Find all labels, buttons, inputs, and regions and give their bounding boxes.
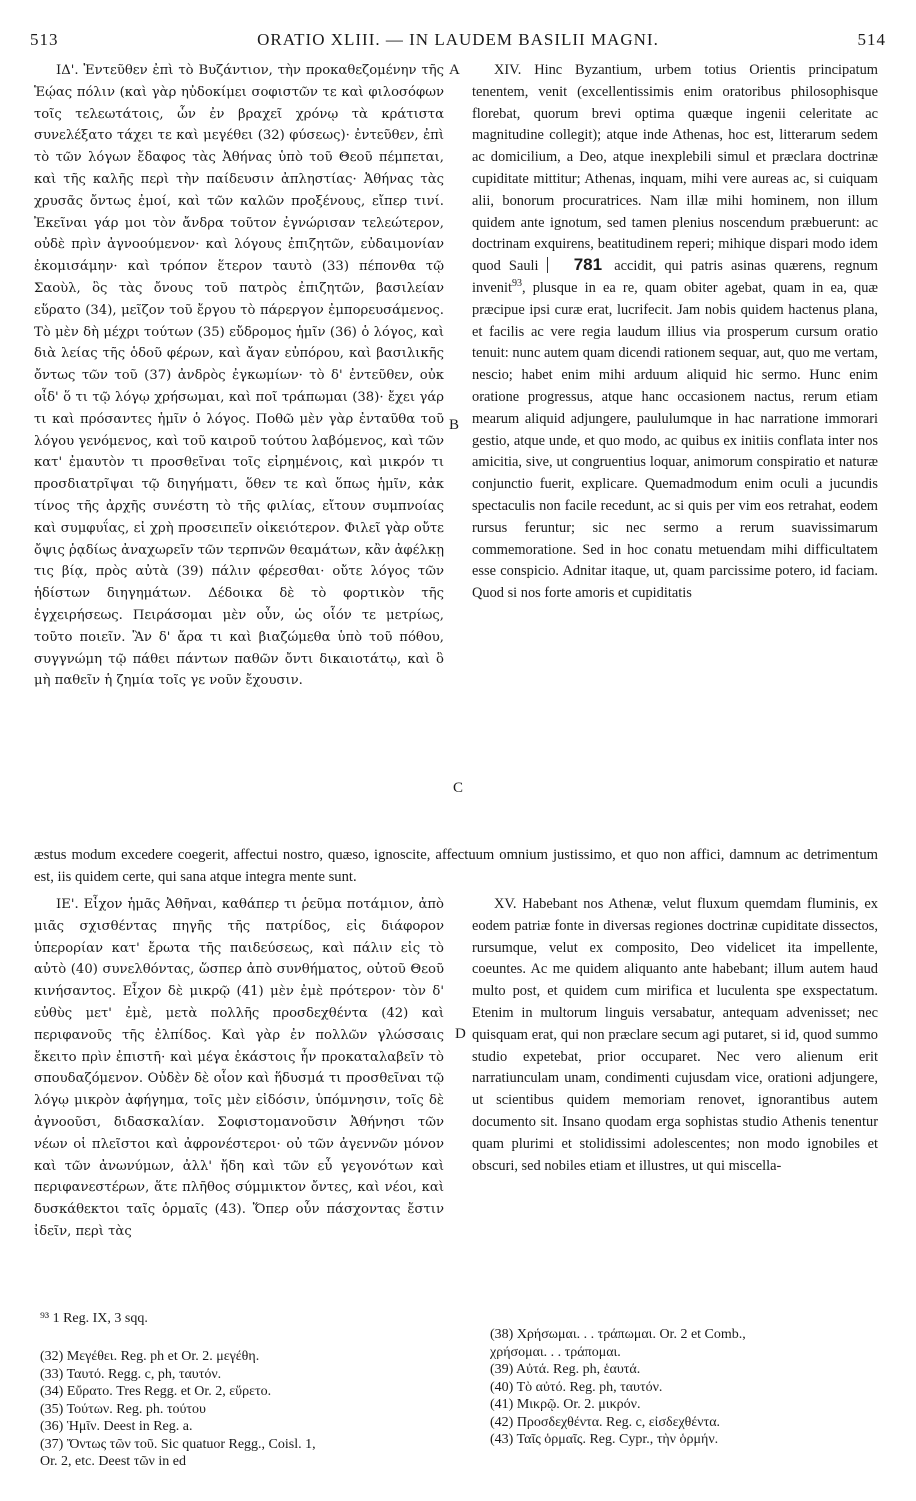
latin-text-before: XIV. Hinc Byzantium, urbem totius Orientis principatum tenentem, venit (excellentissimis enim oratoribus philosophisque florebat, quorum brevi optima quæque ingenii celeritate ac magnitudine collegit); atque inde Athenas, hoc est, litterarum sedem ac domicilium, a Deo, atque inexplebili simul et præclara doctrinæ cupiditate mittitur; Athenas, inquam, mihi vere aureas ac, si cuiquam alii, bonorum procuratrices. Nam illæ mihi hominem, non illum quidem ante ignotum, sed tamen plenius noscendum præbuerunt: ac doctrinam exquirens, beatitudinem reperi; mihique dispari modo idem quod Sauli: [472, 62, 878, 275]
latin-column-section-15: [472, 894, 878, 1177]
footnotes-right: [490, 1326, 890, 1449]
latin-continuation-text: æstus modum excedere coegerit, affectui nostro, quæso, ignoscite, affectuum omnium justissimo, et quo non affici, damnum ac detrimentum est, iis quidem certe, qui sana atque integra mente sunt.: [34, 847, 878, 885]
footnote-text: ⁹³ 1 Reg. IX, 3 sqq.: [40, 1311, 148, 1326]
greek-paragraph: ΙΕ'. Εἶχον ἡμᾶς Ἀθῆναι, καθάπερ τι ῥεῦμα ποτάμιον, ἀπὸ μιᾶς σχισθέντας πηγῆς τῆς πατρίδος, εἰς διάφορον ὑπερορίαν κατ' ἔρωτα τῆς παιδεύσεως, καὶ πάλιν εἰς τὸ αὐτὸ (40) συνελθόντας, ὥσπερ ἀπὸ συνθήματος, οὐτοῦ Θεοῦ κινήσαντος. Εἶχον δὲ μικρῷ (41) μὲν ἐμὲ πρότερον· τὸν δ' εὐθὺς μετ' ἐμὲ, μετὰ πολλῆς προσδεχθέντα (42) καὶ περιφανοῦς τῆς ἐλπίδος. Καὶ γὰρ ἐν πολλῶν γλώσσαις ἔκειτο πρὶν ἐπιστῆ· καὶ μέγα ἑκάστοις ἦν προκαταλαβεῖν τὸ σπουδαζόμενον. Οὐδὲν δὲ οἷον καὶ ἥδυσμά τι προσθεῖναι τῷ λόγῳ μικρὸν ἀφήγημα, τοῖς μὲν εἰδόσιν, ὑπόμνησιν, τοῖς δὲ ἀγνοοῦσι, διδασκαλίαν. Σοφιστομανοῦσιν Ἀθήνησι τῶν νέων οἱ πλεῖστοι καὶ ἀφρονέστεροι· οὐ τῶν ἀγεννῶν μόνον καὶ τῶν ἀνωνύμων, ἀλλ' ἤδη καὶ τῶν εὖ γεγονότων καὶ περιφανεστέρων, ἅτε πλῆθος σύμμικτον ὄντες, καὶ νέοι, καὶ δυσκάθεκτοι ταῖς ὁρμαῖς (43). Ὅπερ οὖν πάσχοντας ἔστιν ἰδεῖν, περὶ τὰς: [34, 897, 444, 1239]
footnotes-left: [40, 1348, 460, 1471]
footnote-line: (36) Ἡμῖν. Deest in Reg. a.: [40, 1419, 193, 1434]
latin-column-section-14: [472, 60, 878, 605]
footnote-line: (35) Τούτων. Reg. ph. τούτου: [40, 1401, 206, 1417]
footnote-line: Or. 2, etc. Deest τῶν in ed: [40, 1454, 186, 1469]
running-header: [30, 30, 886, 56]
footnote-line: (34) Εὔρατο. Tres Regg. et Or. 2, εὕρετο.: [40, 1384, 272, 1399]
footnote-line: (39) Αὐτά. Reg. ph, ἑαυτά.: [490, 1362, 641, 1377]
footnote-line: (33) Ταυτό. Regg. c, ph, ταυτόν.: [40, 1366, 222, 1382]
greek-column-section-14: [34, 60, 444, 692]
running-title: ORATIO XLIII. — IN LAUDEM BASILII MAGNI.: [257, 30, 659, 49]
latin-full-width-continuation: [34, 844, 878, 888]
margin-marker-c: C: [453, 780, 464, 796]
latin-text-mid: accidit, qui patris asinas quærens, regnum invenit: [472, 258, 878, 296]
footnote-line: (42) Προσδεχθέντα. Reg. c, εἰσδεχθέντα.: [490, 1414, 721, 1430]
footnote-reference: 93: [511, 278, 522, 290]
greek-column-section-15: [34, 894, 444, 1243]
footnote-line: (37) Ὄντως τῶν τοῦ. Sic quatuor Regg., Coisl. 1,: [40, 1436, 316, 1452]
margin-marker-b: B: [449, 417, 460, 433]
latin-paragraph: [472, 60, 878, 605]
footnote-line: (38) Χρήσωμαι. . . τράπωμαι. Or. 2 et Comb.,: [490, 1327, 746, 1342]
margin-marker-d: D: [455, 1026, 466, 1042]
column-number-badge: 781: [547, 257, 606, 273]
latin-text-after: , plusque in ea re, quam obiter agebat, quam in ea, quæ præcipue ipsi curæ erat, lucrifecit. Jam nobis quidem hactenus plana, et facilis ac vere regia laudum illius via prosperum cursum oratio tenuit: nunc autem quam dicendi rationem sequar, aut, quo me vertam, nescio; habet enim mihi arduum aliquid hic sermo. Hunc enim oratione progressus, atque hanc occasionem nactus, rerum etiam mearum aliquid adjungere, paululumque in hac narratione immorari gestio, atque unde, et quo modo, ac quibus ex initiis conflata inter nos amicitia, sive, ut congruentius loquar, animorum conspiratio et naturæ conjunctio fuerit, explicare. Quemadmodum enim oculi a jucundis spectaculis non facile recedunt, ac si quis per vim eos retrahat, eodem rursus feruntur; sic nec sermo a rerum suavissimarum commemoratione. Sed in hoc conatu metuendam mihi difficultatem esse conspicio. Adnitar itaque, ut, quam parcissime potero, id faciam. Quod si nos forte amoris et cupiditatis: [472, 279, 878, 602]
footnote-line: χρήσομαι. . . τράπομαι.: [490, 1344, 621, 1360]
page-number-right: 514: [857, 30, 886, 49]
footnote-line: (43) Ταῖς ὁρμαῖς. Reg. Cypr., τὴν ὁρμήν.: [490, 1432, 719, 1447]
greek-paragraph: ΙΔ'. Ἐντεῦθεν ἐπὶ τὸ Βυζάντιον, τὴν προκαθεζομένην τῆς Ἑῴας πόλιν (καὶ γὰρ ηὐδοκίμει σοφιστῶν τε καὶ φιλοσόφων τοῖς τελεωτάτοις, ὧν ἐν βραχεῖ χρόνῳ τὰ κράτιστα συνελέξατο τάχει τε καὶ μεγέθει (32) φύσεως)· ἐντεῦθεν, ἐπὶ τὸ τῶν λόγων ἔδαφος τὰς Ἀθήνας ὑπὸ τοῦ Θεοῦ πέμπεται, καὶ τῆς καλῆς περὶ τὴν παίδευσιν ἀπληστίας· Ἀθήνας τὰς χρυσᾶς ὄντως ἐμοί, καὶ τῶν καλῶν προξένους, εἴπερ τινί. Ἐκεῖναι γάρ μοι τὸν ἄνδρα τοῦτον ἐγνώρισαν τελεώτερον, οὐδὲ πρὶν ἀγνοούμενον· καὶ λόγους ἐπιζητῶν, εὐδαιμονίαν ἐκομισάμην· καὶ τρόπον ἕτερον ταυτὸ (33) πέπονθα τῷ Σαοὺλ, ὃς τὰς ὄνους τοῦ πατρὸς ἐπιζητῶν, βασιλείαν εὕρατο (34), μεῖζον τοῦ ἔργου τὸ πάρεργον ἐμπορευσάμενος. Τὸ μὲν δὴ μέχρι τούτων (35) εὔδρομος ἡμῖν (36) ὁ λόγος, καὶ διὰ λείας τῆς ὁδοῦ φέρων, καὶ ἄγαν εὐπόρου, καὶ βασιλικῆς ὄντως τῶν τοῦ (37) ἀνδρὸς ἐγκωμίων· τὸ δ' ἐντεῦθεν, οὐκ οἶδ' ὅ τι τῷ λόγῳ χρήσωμαι, καὶ ποῖ τράπωμαι (38)· ἔχει γάρ τι καὶ πρόσαντες ἡμῖν ὁ λόγος. Ποθῶ μὲν γὰρ ἐνταῦθα τοῦ λόγου γενόμενος, καὶ τοῦ καιροῦ τούτου λαβόμενος, καὶ τῶν κατ' ἐμαυτὸν τι προσθεῖναι τοῖς εἰρημένοις, καὶ μικρόν τι προσδιατρῖψαι τῷ διηγήματι, ὅθεν τε καὶ ὅπως ἡμῖν, κἀκ τίνος τῆς ἀρχῆς συνέστη τὸ τῆς φιλίας, εἴτουν συμπνοίας καὶ συμφυΐας, εἰ χρὴ προσειπεῖν οἰκειότερον. Φιλεῖ γὰρ οὔτε ὄψις ῥᾳδίως ἀναχωρεῖν τῶν τερπνῶν θεαμάτων, κἂν ἀφέλκῃ τις βίᾳ, πρὸς αὐτὰ (39) πάλιν φέρεσθαι· οὔτε λόγος τῶν ἡδίστων διηγημάτων. Δέδοικα δὲ τὸ φορτικὸν τῆς ἐγχειρήσεως. Πειράσομαι μὲν οὖν, ὡς οἷόν τε μετρίως, τοῦτο ποιεῖν. Ἂν δ' ἄρα τι καὶ βιαζώμεθα ὑπὸ τοῦ πόθου, συγγνώμη τῷ πάθει πάντων παθῶν ὄντι δικαιοτάτῳ, καὶ ὃ μὴ παθεῖν ἡ ζημία τοῖς γε νοῦν ἔχουσιν.: [34, 63, 444, 689]
latin-paragraph: XV. Habebant nos Athenæ, velut fluxum quemdam fluminis, ex eodem patriæ fonte in diversas regiones doctrinæ cupiditate dissectos, rursumque, velut ex composito, Deo videlicet ita impellente, coeuntes. Ac me quidem aliquanto ante habebant; illum autem haud multo post, et quidem cum mirifica et luculenta spe exspectatum. Etenim in multorum linguis versabatur, antequam advenisset; nec quisquam erat, qui non præclare secum agi putaret, si id, quod summo studio expetebat, prior occuparet. Nec vero alienum erit narratiunculam unam, condimenti cujusdam vice, orationi adjungere, ut scientibus quidem memoriam renovet, ignorantibus autem documento sit. Insano quodam erga sophistas studio Athenis tenentur quam plurimi et stolidissimi adolescentes; non modo ignobiles et obscuri, sed nobiles etiam et illustres, ut qui miscella-: [472, 896, 878, 1174]
footnote-line: (41) Μικρῷ. Or. 2. μικρόν.: [490, 1397, 641, 1412]
footnote-line: (32) Μεγέθει. Reg. ph et Or. 2. μεγέθη.: [40, 1349, 260, 1364]
margin-marker-a: A: [449, 62, 460, 78]
page-number-left: 513: [30, 30, 59, 49]
footnote-line: (40) Τὸ αὐτό. Reg. ph, ταυτόν.: [490, 1379, 663, 1395]
footnote-main: [40, 1310, 340, 1328]
